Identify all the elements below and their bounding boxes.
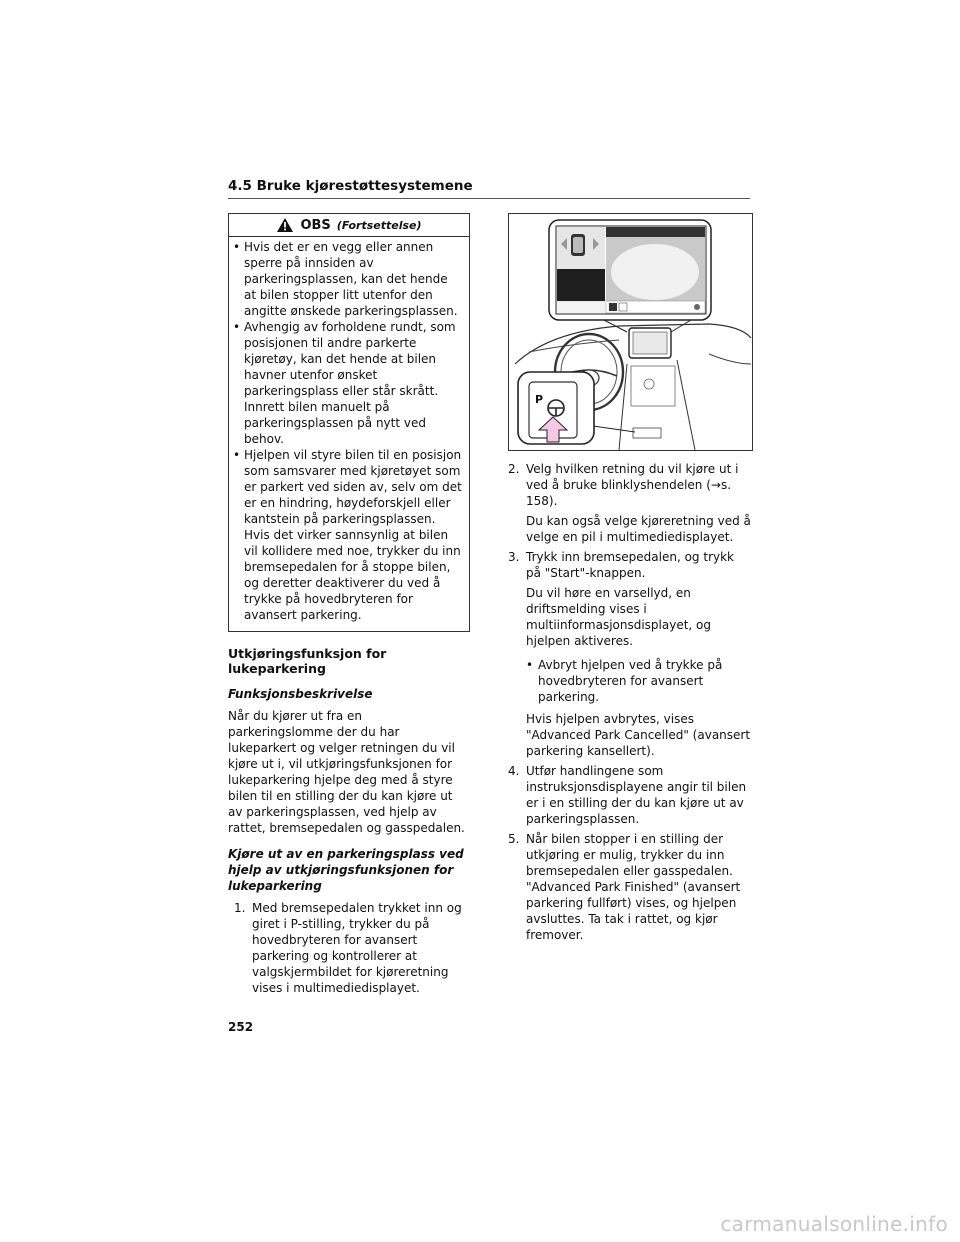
caution-continued: (Fortsettelse) — [336, 218, 422, 232]
step-number: 2. — [508, 462, 520, 476]
header-divider — [228, 198, 750, 199]
watermark: carmanualsonline.info — [720, 1212, 948, 1236]
subheading-function: Funksjonsbeskrivelse — [228, 687, 373, 701]
caution-header — [229, 214, 469, 237]
section-heading: Utkjøringsfunksjon for lukeparkering — [228, 646, 387, 676]
step-number: 1. — [234, 901, 246, 915]
step-5 — [508, 831, 751, 943]
function-description: Når du kjører ut fra en parkeringslomme der du har lukeparkert og velger retningen du vil kjøre ut i, vil utkjøringsfunksjonen for lukeparkering hjelpe deg med å styre bilen til en stilling der du kan kjøre ut av parkeringsplassen, ved hjelp av rattet, bremsepedalen og gasspedalen. — [228, 709, 465, 835]
step-note: Du vil høre en varsellyd, en driftsmelding vises i multiinformasjonsdisplayet, og hjelpen aktiveres. — [526, 586, 712, 648]
page-number: 252 — [228, 1020, 254, 1034]
step-3 — [508, 549, 751, 759]
step-bullet: • Avbryt hjelpen ved å trykke på hovedbryteren for avansert parkering. — [526, 657, 751, 705]
caution-bullet: • Hjelpen vil styre bilen til en posisjon som samsvarer med kjøretøyet som er parkert ved siden av, selv om det er en hindring, høydeforskjell eller kantstein på parkeringsplassen. Hvis det virker sannsynlig at bilen vil kollidere med noe, trykker du inn bremsepedalen for å stoppe bilen, og deretter deaktiverer du ved å trykke på hovedbryteren for avansert parkering. — [229, 447, 463, 623]
step-text: Velg hvilken retning du vil kjøre ut i ved å bruke blinklyshendelen (→s. 158). — [526, 462, 739, 508]
warning-triangle-icon — [276, 217, 294, 233]
caution-bullet: • Avhengig av forholdene rundt, som posisjonen til andre parkerte kjøretøy, kan det hende at bilen havner utenfor ønsket parkeringsplass eller står skrått. Innrett bilen manuelt på parkeringsplassen på nytt ved behov. — [229, 319, 463, 447]
step-note: Du kan også velge kjøreretning ved å velge en pil i multimediedisplayet. — [526, 514, 751, 544]
caution-title: OBS — [300, 217, 331, 233]
step-text: Utfør handlingene som instruksjonsdisplayene angir til bilen er i en stilling der du kan kjøre ut av parkeringsplassen. — [526, 764, 747, 826]
steps-right — [508, 461, 751, 943]
step-4 — [508, 763, 751, 827]
step-text: Med bremsepedalen trykket inn og giret i P-stilling, trykker du på hovedbryteren for avansert parkering og kontrollerer at valgskjermbildet for kjøreretning vises i multimediedisplayet. — [252, 901, 462, 995]
step-text: Når bilen stopper i en stilling der utkjøring er mulig, trykker du inn bremsepedalen eller gasspedalen. "Advanced Park Finished" (avansert parkering fullført) vises, og hjelpen avsluttes. Ta tak i rattet, og kjør fremover. — [526, 832, 741, 942]
left-column — [228, 213, 470, 996]
switch-label: P — [535, 393, 544, 406]
caution-bullets — [229, 239, 463, 623]
section-header: 4.5 Bruke kjørestøttesystemene — [228, 178, 473, 194]
dashboard-drawing — [509, 214, 752, 450]
steps-left — [228, 900, 470, 996]
step-2 — [508, 461, 751, 545]
dashboard-illustration — [508, 213, 753, 451]
step-1 — [234, 900, 470, 996]
subheading-procedure: Kjøre ut av en parkeringsplass ved hjelp av utkjøringsfunksjonen for lukeparkering — [228, 847, 464, 893]
step-number: 3. — [508, 550, 520, 564]
step-text: Trykk inn bremsepedalen, og trykk på "Start"-knappen. — [526, 550, 735, 580]
caution-box — [228, 213, 470, 632]
step-note: Hvis hjelpen avbrytes, vises "Advanced Park Cancelled" (avansert parkering kansellert). — [526, 712, 751, 758]
caution-bullet: • Hvis det er en vegg eller annen sperre på innsiden av parkeringsplassen, kan det hende at bilen stopper litt utenfor den angitte ønskede parkeringsplassen. — [229, 239, 463, 319]
right-column — [508, 213, 751, 943]
step-number: 5. — [508, 832, 520, 846]
step-number: 4. — [508, 764, 520, 778]
